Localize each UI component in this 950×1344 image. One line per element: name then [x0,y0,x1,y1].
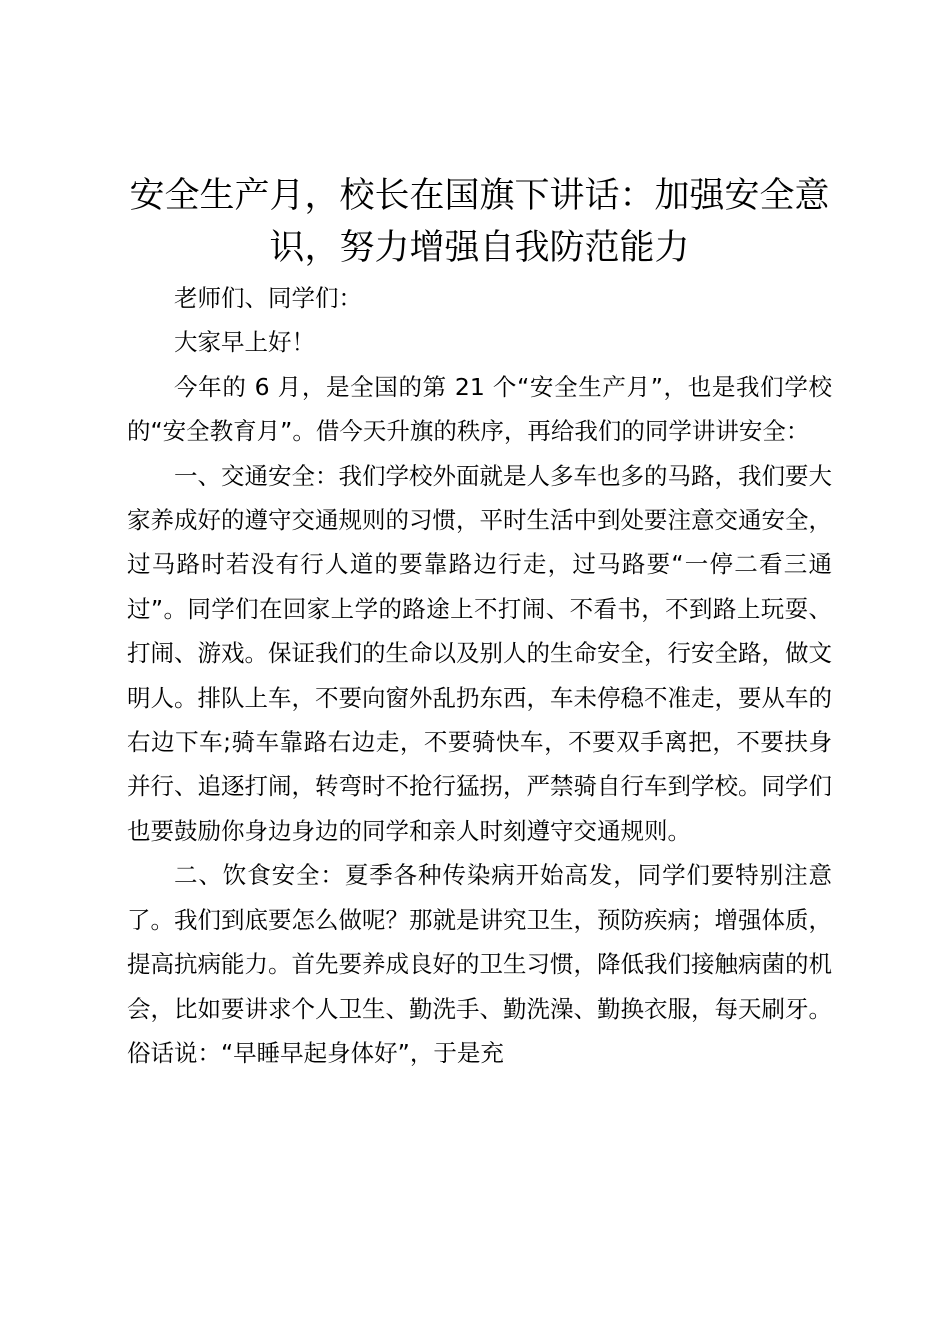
food-safety-paragraph: 二、饮食安全：夏季各种传染病开始高发，同学们要特别注意了。我们到底要怎么做呢？那就是讲究卫生，预防疾病；增强体质，提高抗病能力。首先要养成良好的卫生习惯，降低我们接触病菌的机会，比如要讲求个人卫生、勤洗手、勤洗澡、勤换衣服，每天刷牙。俗话说：“早睡早起身体好”，于是充 [127,861,832,1067]
document-body [127,276,832,1075]
document-page [127,170,832,1075]
intro-paragraph: 今年的 6 月，是全国的第 21 个“安全生产月”，也是我们学校的“安全教育月”。借今天升旗的秩序，再给我们的同学讲讲安全： [127,372,832,446]
salutation-paragraph: 老师们、同学们： [174,284,362,312]
traffic-safety-paragraph: 一、交通安全：我们学校外面就是人多车也多的马路，我们要大家养成好的遵守交通规则的习惯，平时生活中到处要注意交通安全，过马路时若没有行人道的要靠路边行走，过马路要“一停二看三通过”。同学们在回家上学的路途上不打闹、不看书，不到路上玩耍、打闹、游戏。保证我们的生命以及别人的生命安全，行安全路，做文明人。排队上车，不要向窗外乱扔东西，车未停稳不准走，要从车的右边下车;骑车靠路右边走，不要骑快车，不要双手离把，不要扶身并行、追逐打闹，转弯时不抢行猛拐，严禁骑自行车到学校。同学们也要鼓励你身边身边的同学和亲人时刻遵守交通规则。 [127,461,832,845]
document-title: 安全生产月，校长在国旗下讲话：加强安全意识，努力增强自我防范能力 [129,176,830,268]
greeting-paragraph: 大家早上好！ [174,328,315,357]
